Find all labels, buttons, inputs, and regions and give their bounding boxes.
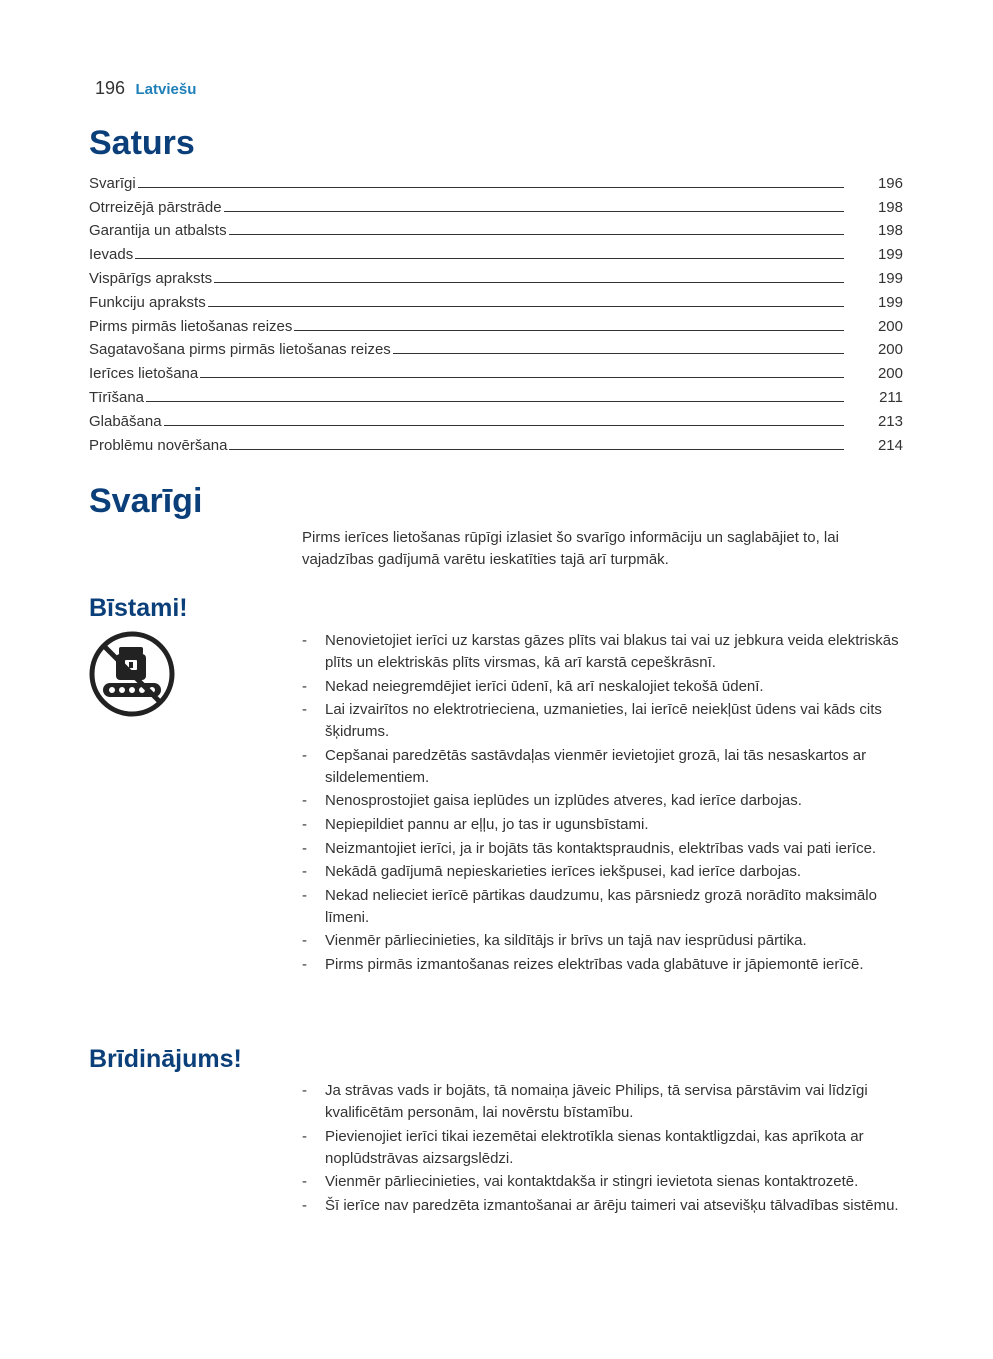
toc-item-page: 199: [877, 269, 903, 287]
list-item-text: Vienmēr pārliecinieties, ka sildītājs ir brīvs un tajā nav iesprūdusi pārtika.: [325, 932, 807, 950]
toc-item: [89, 168, 903, 192]
list-item: [302, 814, 902, 836]
bullet-marker: -: [302, 863, 307, 881]
table-of-contents: [89, 168, 903, 454]
toc-item: [89, 335, 903, 359]
bullet-marker: -: [302, 1173, 307, 1191]
toc-item-page: 198: [877, 222, 903, 240]
toc-item: [89, 263, 903, 287]
toc-item-label: Ievads: [89, 246, 134, 264]
bullet-marker: -: [302, 839, 307, 857]
toc-leader-line: [229, 449, 844, 450]
toc-leader-line: [146, 401, 844, 402]
list-item-text: Lai izvairītos no elektrotrieciena, uzmanieties, lai ierīcē neiekļūst ūdens vai kāds cits šķidrums.: [325, 701, 882, 741]
no-immersion-warning-icon: [89, 631, 175, 717]
toc-item-label: Otrreizējā pārstrāde: [89, 198, 222, 216]
bullet-marker: -: [302, 632, 307, 649]
toc-item: [89, 239, 903, 263]
danger-list: [302, 630, 902, 978]
list-item: [302, 861, 902, 883]
language-label: Latviešu: [135, 81, 197, 98]
bullet-marker: -: [302, 1082, 307, 1099]
list-item-text: Šī ierīce nav paredzēta izmantošanai ar ārēju taimeri vai atsevišķu tālvadības sistēmu.: [325, 1196, 899, 1214]
bullet-marker: -: [302, 677, 307, 695]
list-item-text: Nekad nelieciet ierīcē pārtikas daudzumu, kas pārsniedz grozā norādīto maksimālo līmeni.: [325, 886, 877, 926]
toc-item-page: 196: [877, 174, 903, 192]
toc-item: [89, 358, 903, 382]
bullet-marker: -: [302, 792, 307, 810]
important-title: Svarīgi: [89, 482, 203, 520]
toc-item-label: Tīrīšana: [89, 388, 145, 406]
important-intro: Pirms ierīces lietošanas rūpīgi izlasiet šo svarīgo informāciju un saglabājiet to, lai vajadzības gadījumā varētu ieskatīties tajā arī turpmāk.: [302, 529, 839, 568]
list-item-text: Nenovietojiet ierīci uz karstas gāzes plīts vai blakus tai vai uz jebkura veida elektriskās plīts un elektriskās plīts virsmas, kā arī karstā cepeškrāsnī.: [325, 632, 899, 671]
toc-item: [89, 287, 903, 311]
toc-item-label: Problēmu novēršana: [89, 436, 228, 454]
list-item-text: Pirms pirmās izmantošanas reizes elektrības vada glabātuve ir jāpiemontē ierīcē.: [325, 955, 864, 973]
bullet-marker: -: [302, 932, 307, 950]
list-item-text: Nepiepildiet pannu ar eļļu, jo tas ir ugunsbīstami.: [325, 815, 649, 833]
list-item: [302, 1195, 902, 1217]
toc-leader-line: [164, 425, 844, 426]
bullet-marker: -: [302, 1196, 307, 1214]
toc-leader-line: [200, 377, 844, 378]
toc-item-page: 211: [879, 388, 903, 406]
toc-leader-line: [208, 306, 844, 307]
toc-item-label: Sagatavošana pirms pirmās lietošanas reizes: [89, 341, 391, 359]
list-item-text: Vienmēr pārliecinieties, vai kontaktdakša ir stingri ievietota sienas kontaktrozetē.: [325, 1173, 859, 1191]
toc-leader-line: [294, 330, 844, 331]
list-item-text: Cepšanai paredzētās sastāvdaļas vienmēr ievietojiet grozā, lai tās nesaskartos ar sildelementiem.: [325, 746, 867, 786]
toc-leader-line: [135, 258, 844, 259]
toc-leader-line: [393, 353, 844, 354]
list-item: [302, 699, 902, 743]
toc-item-page: 214: [877, 436, 903, 454]
danger-title: Bīstami!: [89, 594, 188, 622]
bullet-marker: -: [302, 746, 307, 764]
page-number: 196: [95, 78, 126, 98]
toc-item-label: Vispārīgs apraksts: [89, 269, 213, 287]
list-item: [302, 838, 902, 860]
bullet-marker: -: [302, 815, 307, 833]
bullet-marker: -: [302, 1127, 307, 1145]
list-item: [302, 745, 902, 789]
toc-item-label: Garantija un atbalsts: [89, 222, 227, 240]
list-item-text: Nekādā gadījumā nepieskarieties ierīces iekšpusei, kad ierīce darbojas.: [325, 863, 802, 881]
list-item: [302, 1126, 902, 1170]
list-item-text: Nenosprostojiet gaisa ieplūdes un izplūdes atveres, kad ierīce darbojas.: [325, 792, 802, 810]
list-item: [302, 790, 902, 812]
toc-item: [89, 192, 903, 216]
list-item: [302, 1171, 902, 1193]
toc-item-page: 200: [877, 341, 903, 359]
list-item: [302, 885, 902, 929]
list-item: [302, 630, 902, 674]
toc-item: [89, 406, 903, 430]
warning-title: Brīdinājums!: [89, 1045, 242, 1073]
toc-leader-line: [214, 282, 844, 283]
toc-item: [89, 430, 903, 454]
toc-leader-line: [224, 211, 844, 212]
list-item: [302, 930, 902, 952]
toc-item-page: 199: [877, 246, 903, 264]
toc-item-label: Pirms pirmās lietošanas reizes: [89, 317, 293, 335]
contents-title: Saturs: [89, 124, 195, 162]
toc-item-label: Funkciju apraksts: [89, 293, 206, 311]
toc-item-page: 213: [877, 412, 903, 430]
warning-list: [302, 1080, 902, 1218]
toc-item-label: Ierīces lietošana: [89, 365, 199, 383]
toc-item: [89, 311, 903, 335]
list-item-text: Pievienojiet ierīci tikai iezemētai elektrotīkla sienas kontaktligzdai, kas aprīkota ar noplūdstrāvas aizsargslēdzi.: [325, 1127, 864, 1167]
toc-item-page: 199: [877, 293, 903, 311]
toc-item: [89, 216, 903, 240]
list-item-text: Nekad neiegremdējiet ierīci ūdenī, kā arī neskalojiet tekošā ūdenī.: [325, 677, 764, 695]
toc-item-page: 200: [877, 365, 903, 383]
toc-item: [89, 382, 903, 406]
page-header: [95, 78, 196, 99]
list-item: [302, 954, 902, 976]
list-item-text: Neizmantojiet ierīci, ja ir bojāts tās kontaktspraudnis, elektrības vads vai pati ierīce.: [325, 839, 877, 857]
list-item-text: Ja strāvas vads ir bojāts, tā nomaiņa jāveic Philips, tā servisa pārstāvim vai līdzīgi kvalificētām personām, lai novērstu bīstamību.: [325, 1082, 868, 1121]
bullet-marker: -: [302, 886, 307, 904]
toc-leader-line: [138, 187, 844, 188]
list-item: [302, 676, 902, 698]
bullet-marker: -: [302, 955, 307, 973]
toc-item-page: 200: [877, 317, 903, 335]
toc-leader-line: [229, 234, 844, 235]
list-item: [302, 1080, 902, 1124]
toc-item-label: Svarīgi: [89, 174, 136, 192]
toc-item-page: 198: [877, 198, 903, 216]
toc-item-label: Glabāšana: [89, 412, 162, 430]
bullet-marker: -: [302, 701, 307, 719]
